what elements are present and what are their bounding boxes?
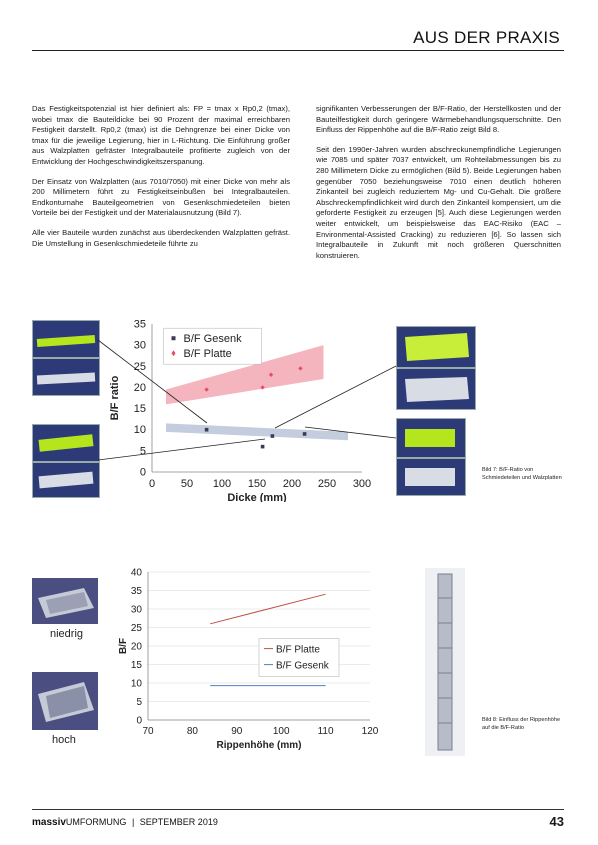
y-tick-label: 15 — [133, 403, 146, 416]
brand-name: massiv — [32, 817, 66, 828]
y-tick-label: 20 — [133, 381, 146, 394]
connector-line — [98, 439, 265, 460]
legend-label: B/F Platte — [276, 644, 320, 656]
x-axis-label: Dicke (mm) — [227, 492, 287, 502]
y-tick-label: 15 — [130, 660, 142, 671]
y-tick-label: 30 — [133, 339, 146, 352]
y-tick-label: 30 — [130, 604, 142, 616]
x-tick-label: 80 — [186, 726, 198, 737]
y-tick-label: 40 — [130, 567, 142, 579]
label-high: hoch — [52, 734, 76, 746]
connector-line — [305, 427, 396, 438]
figure-7-caption: Bild 7: B/F-Ratio von Schmiedeteilen und Walzplatten — [482, 467, 562, 482]
x-tick-label: 50 — [180, 478, 194, 490]
header-divider — [32, 50, 564, 51]
y-axis-label: B/F — [118, 637, 129, 655]
x-tick-label: 100 — [212, 478, 232, 490]
rib-photo-low — [32, 578, 98, 624]
footer-masthead: massivUMFORMUNG | SEPTEMBER 2019 — [32, 817, 218, 828]
x-axis-label: Rippenhöhe (mm) — [216, 740, 302, 751]
paragraph: Der Einsatz von Walzplatten (aus 7010/7050) mit einer Dicke von mehr als 200 Millimetern führt zu Festigkeitseinbußen bei Integralbauteilen. Endkonturnahe Bauteilgeometrien von Gesenkschmiedeteilen bieten Vorteile bei der Festigkeit und der Materialausnutzung (Bild 7). — [32, 176, 290, 218]
y-tick-label: 0 — [139, 466, 146, 479]
text-column-left — [32, 104, 290, 258]
x-tick-label: 100 — [272, 726, 290, 737]
text-column-right — [316, 104, 561, 270]
page-number: 43 — [549, 814, 564, 829]
x-tick-label: 200 — [282, 478, 302, 490]
x-tick-label: 120 — [361, 726, 379, 737]
paragraph: Das Festigkeitspotenzial ist hier definiert als: FP = tmax x Rp0,2 (tmax), wobei tmax die Bauteildicke bei 90 Prozent der maximal erreichbaren Festigkeit darstellt. Rp0,2 (tmax) ist die Dehngrenze bei einer Dicke von tmax für die jeweilige Legierung, hier in L-Richtung. Die Einführung großer aus Walzplatten gefräster Integralbauteile profitierte zugleich von der Entwicklung der Hochgeschwindigkeitszerspanung. — [32, 104, 290, 166]
forged-part-photo — [425, 568, 465, 756]
footer-divider — [32, 809, 564, 810]
y-tick-label: 25 — [130, 623, 142, 634]
x-tick-label: 0 — [148, 478, 156, 490]
y-tick-label: 10 — [133, 424, 146, 437]
figure-7-connectors — [0, 300, 598, 500]
y-tick-label: 5 — [139, 445, 146, 458]
issue-date: SEPTEMBER 2019 — [139, 817, 218, 827]
x-tick-label: 90 — [231, 726, 243, 737]
x-tick-label: 250 — [317, 478, 337, 490]
y-tick-label: 35 — [133, 318, 146, 331]
y-tick-label: 0 — [136, 715, 142, 727]
x-tick-label: 300 — [352, 478, 372, 490]
y-tick-label: 5 — [136, 697, 142, 708]
y-tick-label: 20 — [130, 641, 142, 653]
y-tick-label: 25 — [133, 360, 146, 373]
connector-line — [275, 366, 396, 428]
bf-ratio-rib-height-chart — [118, 566, 388, 752]
paragraph: Seit den 1990er-Jahren wurden abschreckunempfindliche Legierungen wie 7085 und später 7037 entwickelt, um Rohteilabmessungen bis zu 280 Millimetern Dicke zu ermöglichen (Bild 5). Beide Legierungen haben gegenüber 7050 beziehungsweise 7010 einen deutlich höheren Zinkanteil bei zugleich reduziertem Mg- und Cu-Gehalt. Die größere Abschreckempfindlichkeit wird durch den Zinkanteil kompensiert, um die geforderte Festigkeit zu erzeugen [5]. Auch diese Legierungen werden weiter entwickelt, um beispielsweise das EAC-Risiko (EAC – Environmental-Assisted Cracking) zu reduzieren [6]. So lassen sich Integralbauteile in Zukunft mit noch größeren Querschnitten konstruieren. — [316, 144, 561, 260]
y-tick-label: 35 — [130, 586, 142, 597]
x-tick-label: 70 — [142, 726, 154, 737]
y-tick-label: 10 — [130, 678, 142, 690]
legend-label: B/F Platte — [183, 348, 232, 361]
paragraph: signifikanten Verbesserungen der B/F-Ratio, der Herstellkosten und der Bauteilfestigkeit durch geringere Wärmebehandlungsquerschnitte. Den Einfluss der Rippenhöhe auf die B/F-Ratio zeigt Bild 8. — [316, 104, 561, 135]
section-title: AUS DER PRAXIS — [413, 28, 560, 47]
y-axis-label: B/F ratio — [109, 375, 121, 421]
label-low: niedrig — [50, 628, 84, 640]
rib-photo-high — [32, 672, 98, 730]
legend-label: B/F Gesenk — [183, 333, 242, 346]
legend-label: B/F Gesenk — [276, 660, 329, 672]
x-tick-label: 110 — [317, 726, 334, 737]
x-tick-label: 150 — [247, 478, 267, 490]
connector-line — [98, 340, 207, 423]
brand-suffix: UMFORMUNG — [65, 817, 127, 827]
figure-8-caption: Bild 8: Einfluss der Rippenhöhe auf die B/F-Ratio — [482, 717, 561, 732]
paragraph: Alle vier Bauteile wurden zunächst aus überdeckenden Walzplatten gefräst. Die Umstellung in Gesenkschmiedeteile führte zu — [32, 227, 290, 248]
